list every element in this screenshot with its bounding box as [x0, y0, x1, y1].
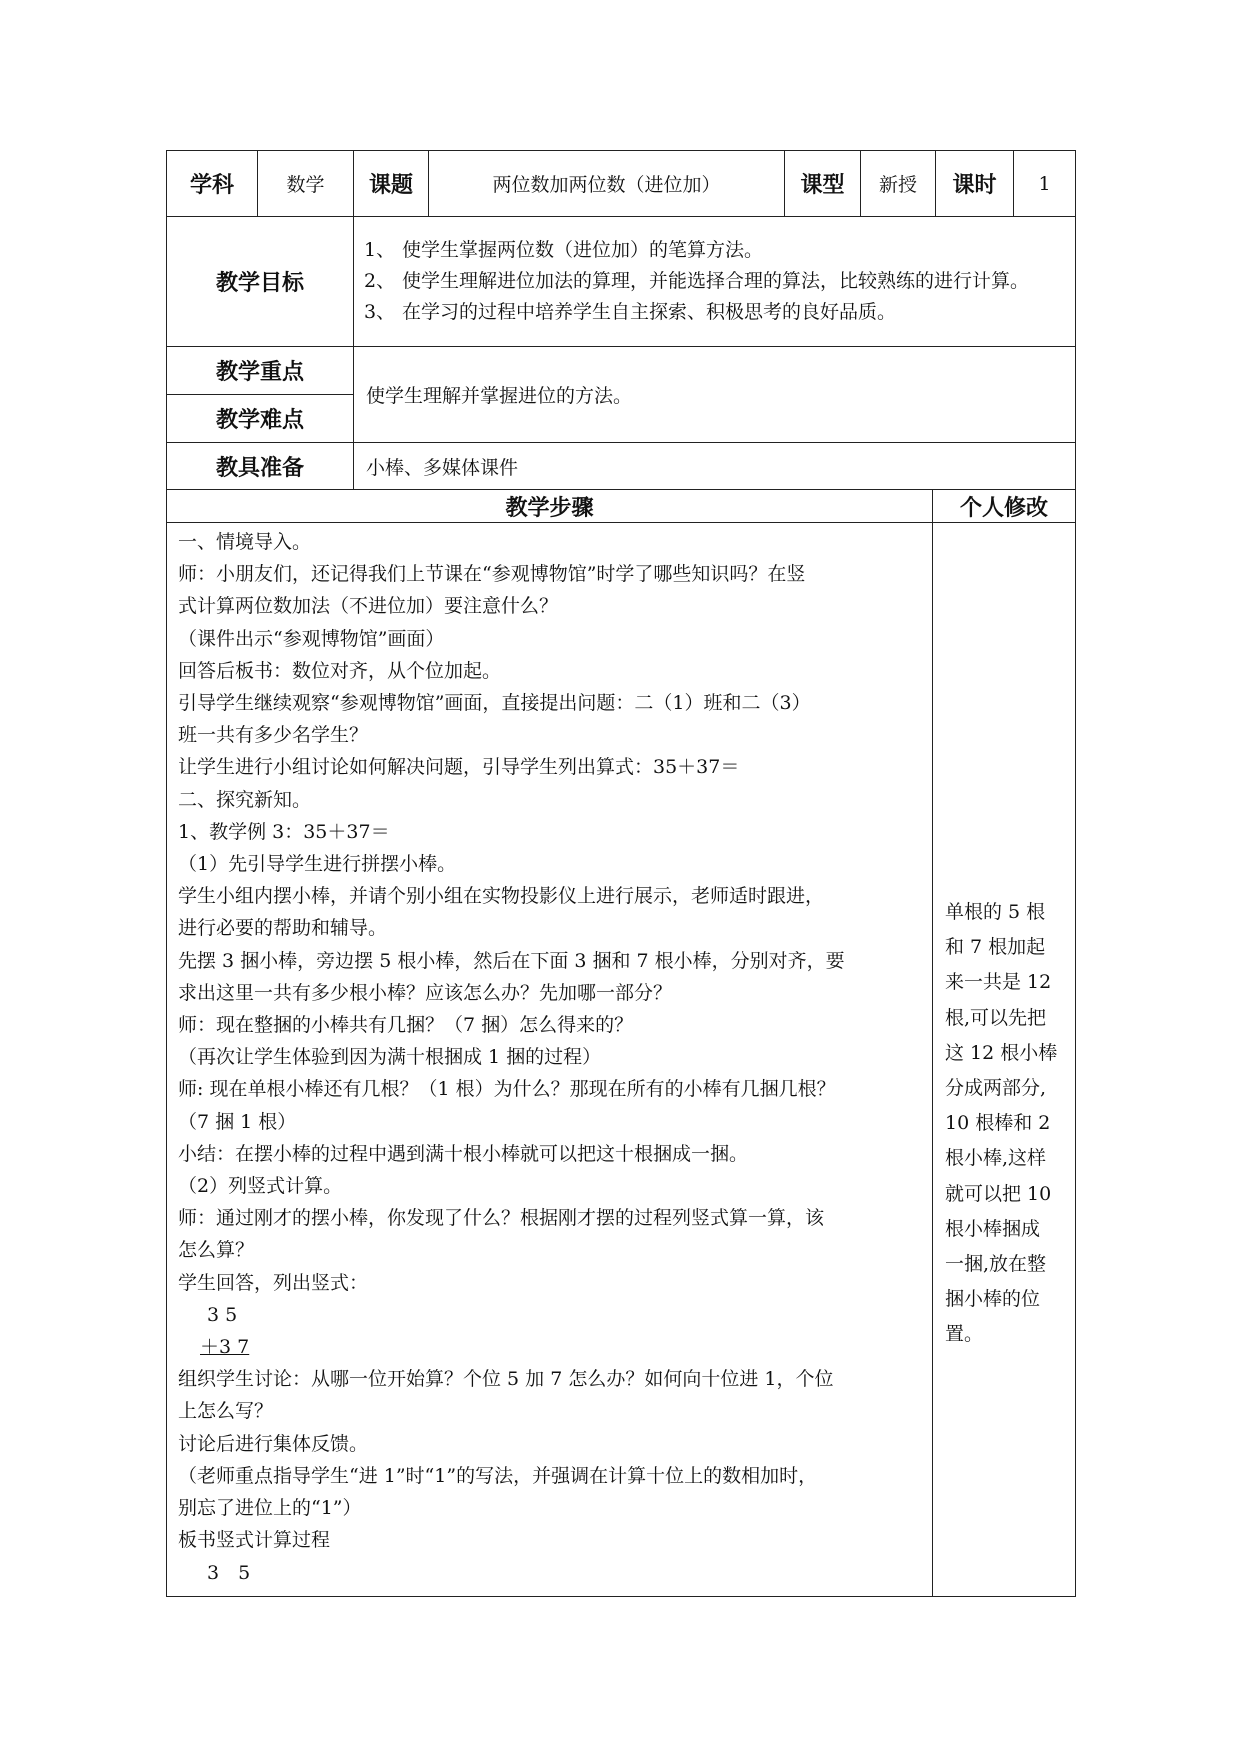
note-line: 根,可以先把: [945, 1006, 1047, 1029]
period-label: 课时: [936, 151, 1014, 217]
step-line: 回答后板书：数位对齐，从个位加起。: [178, 659, 502, 682]
goal-number: 2、: [364, 270, 396, 292]
note-line: 就可以把 10: [945, 1182, 1052, 1205]
difficulty-label: 教学难点: [167, 395, 354, 443]
note-line: 置。: [945, 1323, 984, 1346]
goal-item: [354, 235, 1075, 266]
step-line: 师：小朋友们，还记得我们上节课在“参观博物馆”时学了哪些知识吗？在竖: [178, 563, 806, 586]
step-line: 进行必要的帮助和辅导。: [178, 917, 388, 940]
teaching-steps-table: [166, 489, 1076, 1597]
step-line: 先摆 3 捆小棒，旁边摆 5 根小棒，然后在下面 3 捆和 7 根小棒，分别对齐，要: [178, 949, 845, 972]
step-line: （老师重点指导学生“进 1”时“1”的写法，并强调在计算十位上的数相加时，: [178, 1464, 818, 1487]
subject-label: 学科: [167, 151, 258, 217]
step-line: 师：现在整捆的小棒共有几捆？（7 捆）怎么得来的？: [178, 1014, 634, 1037]
notes-header: 个人修改: [933, 490, 1076, 523]
topic-value: 两位数加两位数（进位加）: [429, 151, 785, 217]
subject-value: 数学: [258, 151, 354, 217]
materials-text: 小棒、多媒体课件: [354, 443, 1076, 490]
vertical-calc-line: 3 5: [207, 1303, 238, 1326]
goals-list: [354, 217, 1076, 347]
note-line: 一捆,放在整: [945, 1253, 1047, 1276]
notes-content: [933, 523, 1076, 1597]
step-line: （2）列竖式计算。: [178, 1175, 343, 1198]
step-line: 1、教学例 3：35＋37＝: [178, 820, 390, 843]
note-line: 和 7 根加起: [945, 936, 1046, 959]
key-point-label: 教学重点: [167, 347, 354, 395]
goal-number: 1、: [364, 239, 396, 261]
step-line: （7 捆 1 根）: [178, 1110, 297, 1133]
key-difficulty-text: 使学生理解并掌握进位的方法。: [354, 347, 1076, 443]
goal-item: [354, 266, 1075, 297]
step-line: （1）先引导学生进行拼摆小棒。: [178, 853, 457, 876]
period-value: 1: [1014, 151, 1076, 217]
goal-text: 使学生掌握两位数（进位加）的笔算方法。: [402, 239, 764, 261]
step-line: 二、探究新知。: [178, 788, 312, 811]
step-line: 组织学生讨论：从哪一位开始算？个位 5 加 7 怎么办？如何向十位进 1，个位: [178, 1368, 834, 1391]
goal-text: 在学习的过程中培养学生自主探索、积极思考的良好品质。: [402, 301, 897, 323]
step-line: 班一共有多少名学生？: [178, 724, 369, 747]
note-line: 单根的 5 根: [945, 901, 1046, 923]
goal-item: [354, 297, 1075, 328]
step-line: 怎么算？: [178, 1239, 255, 1262]
step-line: 式计算两位数加法（不进位加）要注意什么？: [178, 595, 559, 618]
step-line: 上怎么写？: [178, 1400, 274, 1423]
note-line: 10 根棒和 2: [945, 1112, 1051, 1135]
note-line: 根小棒捆成: [945, 1217, 1041, 1240]
note-line: 来一共是 12: [945, 971, 1052, 994]
goals-label: 教学目标: [167, 217, 354, 347]
step-line: 让学生进行小组讨论如何解决问题，引导学生列出算式：35＋37＝: [178, 756, 740, 779]
goal-number: 3、: [364, 301, 396, 323]
topic-label: 课题: [354, 151, 429, 217]
step-line: （再次让学生体验到因为满十根捆成 1 捆的过程）: [178, 1046, 602, 1069]
steps-content: [167, 523, 933, 1597]
step-line: 讨论后进行集体反馈。: [178, 1432, 369, 1455]
step-line: 板书竖式计算过程: [178, 1529, 331, 1552]
type-label: 课型: [785, 151, 861, 217]
note-line: 根小棒,这样: [945, 1147, 1047, 1170]
vertical-calc-line: [167, 1331, 932, 1363]
vertical-calc-line: 3 5: [207, 1561, 251, 1584]
note-line: 分成两部分,: [945, 1077, 1047, 1100]
step-line: 小结：在摆小棒的过程中遇到满十根小棒就可以把这十根捆成一捆。: [178, 1142, 749, 1165]
note-line: 这 12 根小棒: [945, 1041, 1058, 1064]
step-line: 求出这里一共有多少根小棒？应该怎么办？先加哪一部分？: [178, 981, 673, 1004]
step-line: 别忘了进位上的“1”）: [178, 1497, 362, 1520]
step-line: 学生小组内摆小棒，并请个别小组在实物投影仪上进行展示，老师适时跟进，: [178, 885, 825, 908]
type-value: 新授: [861, 151, 936, 217]
goal-text: 使学生理解进位加法的算理，并能选择合理的算法，比较熟练的进行计算。: [402, 270, 1030, 292]
materials-label: 教具准备: [167, 443, 354, 490]
note-line: 捆小棒的位: [945, 1288, 1041, 1311]
step-line: 引导学生继续观察“参观博物馆”画面，直接提出问题：二（1）班和二（3）: [178, 692, 811, 715]
step-line: 师：通过刚才的摆小棒，你发现了什么？根据刚才摆的过程列竖式算一算，该: [178, 1207, 825, 1230]
step-line: 师: 现在单根小棒还有几根？（1 根）为什么？那现在所有的小棒有几捆几根？: [178, 1078, 836, 1101]
step-line: 一、情境导入。: [178, 531, 312, 553]
step-line: 学生回答，列出竖式：: [178, 1271, 369, 1294]
lesson-info-table: [166, 150, 1076, 490]
steps-header: 教学步骤: [167, 490, 933, 523]
step-line: （课件出示“参观博物馆”画面）: [178, 627, 445, 650]
vertical-calc-addend: ＋3 7: [200, 1336, 250, 1359]
